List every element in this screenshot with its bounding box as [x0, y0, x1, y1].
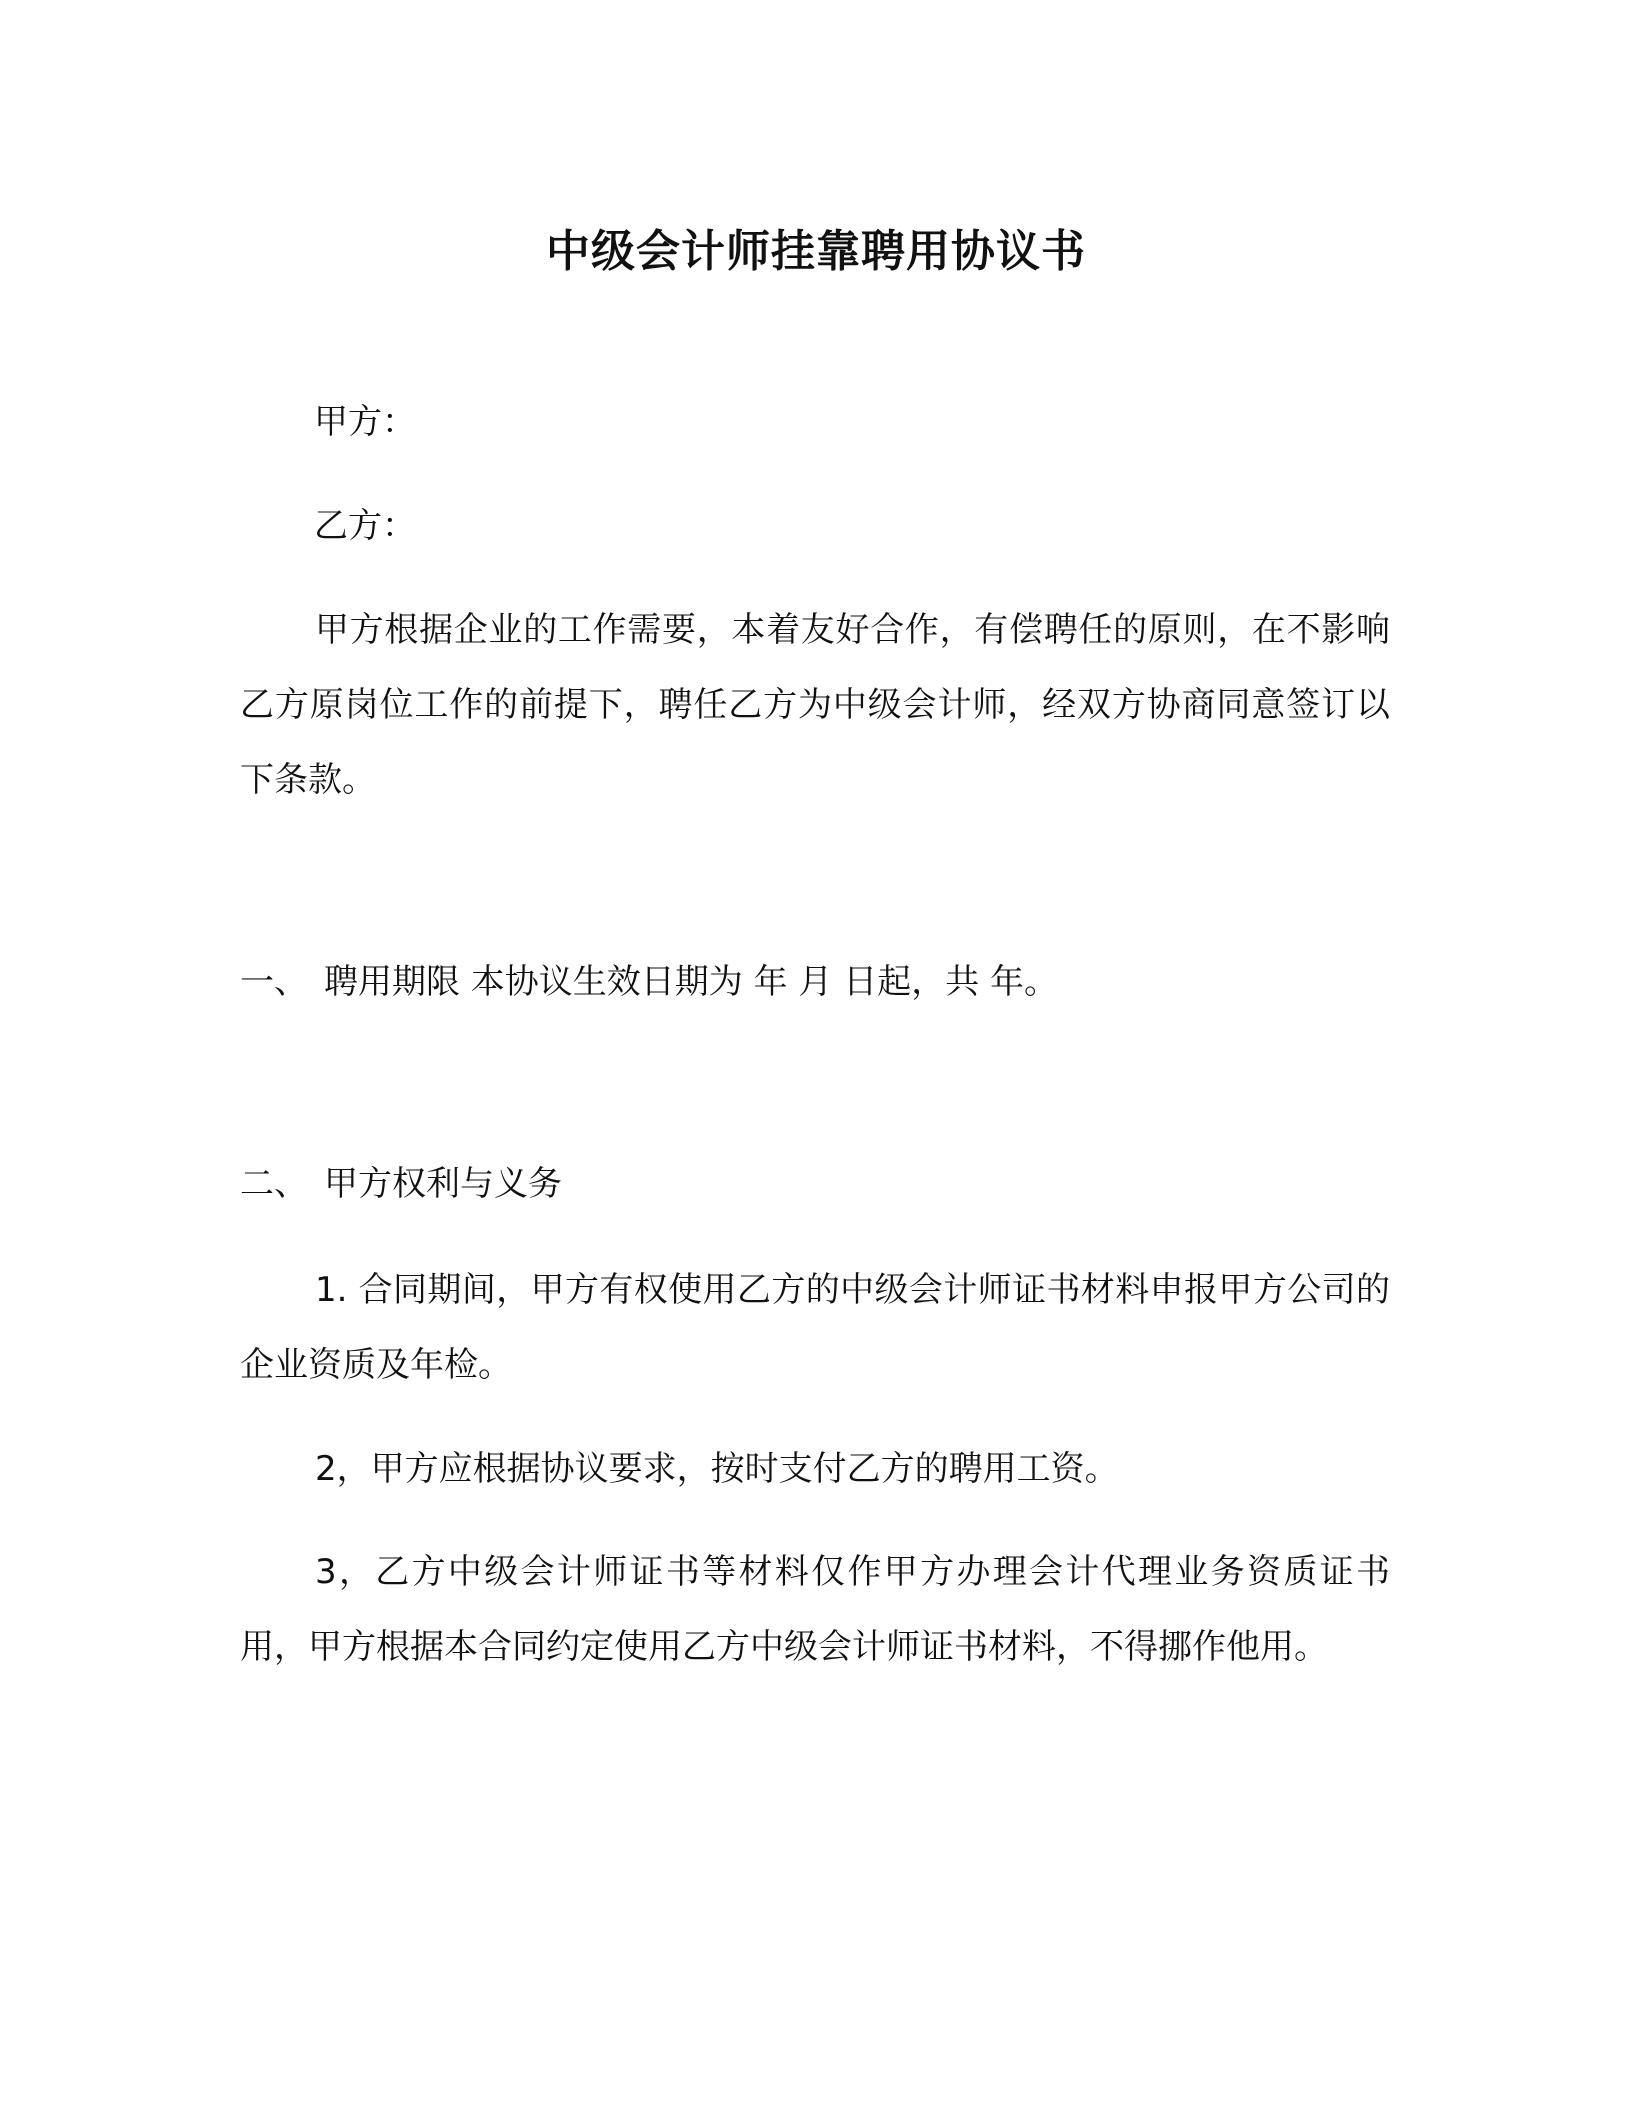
section-1-text: 聘用期限 本协议生效日期为 年 月 日起，共 年。: [324, 962, 1059, 1002]
clause-2: 2，甲方应根据协议要求，按时支付乙方的聘用工资。: [315, 1449, 1119, 1489]
party-b-label: 乙方：: [314, 506, 416, 546]
section-2-heading: [240, 1160, 562, 1208]
section-2-number: 二、: [240, 1164, 308, 1204]
document-title: 中级会计师挂靠聘用协议书: [546, 226, 1086, 277]
intro-paragraph: 甲方根据企业的工作需要，本着友好合作，有偿聘任的原则，在不影响乙方原岗位工作的前提下，聘任乙方为中级会计师，经双方协商同意签订以下条款。: [240, 610, 1390, 800]
party-a-label: 甲方：: [314, 402, 416, 442]
section-1-number: 一、: [240, 962, 308, 1002]
section-2-text: 甲方权利与义务: [324, 1164, 562, 1204]
clause-1: 1. 合同期间，甲方有权使用乙方的中级会计师证书材料申报甲方公司的企业资质及年检。: [240, 1270, 1390, 1385]
section-1-heading: [240, 958, 1058, 1006]
clause-3: 3，乙方中级会计师证书等材料仅作甲方办理会计代理业务资质证书用，甲方根据本合同约定使用乙方中级会计师证书材料，不得挪作他用。: [240, 1552, 1390, 1667]
